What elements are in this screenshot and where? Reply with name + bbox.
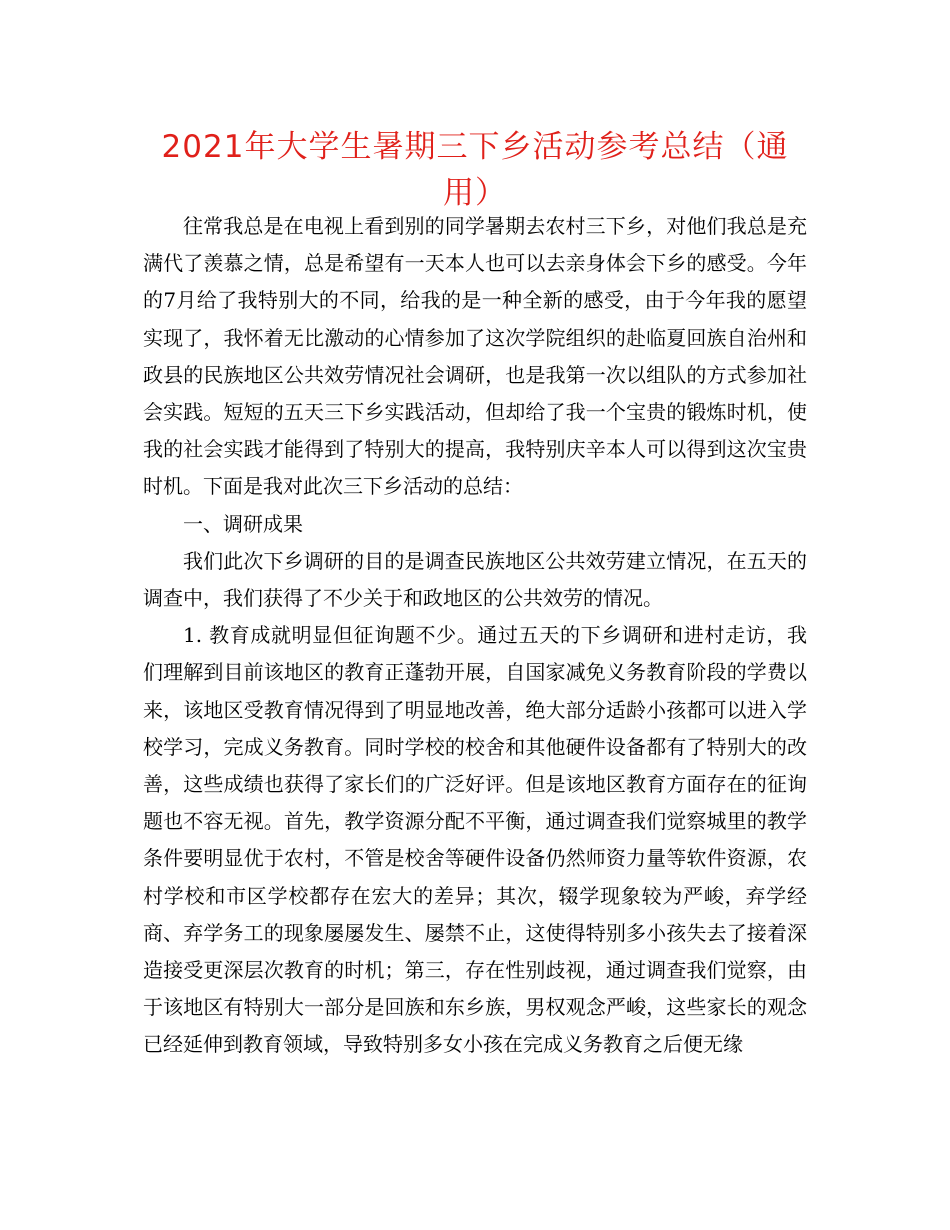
paragraph-education: 1. 教育成就明显但征询题不少。通过五天的下乡调研和进村走访，我们理解到目前该地区的教育正蓬勃开展，自国家减免义务教育阶段的学费以来，该地区受教育情况得到了明显地改善，绝大部分适龄小孩都可以进入学校学习，完成义务教育。同时学校的校舍和其他硬件设备都有了特别大的改善，这些成绩也获得了家长们的广泛好评。但是该地区教育方面存在的征询题也不容无视。首先，教学资源分配不平衡，通过调查我们觉察城里的教学条件要明显优于农村，不管是校舍等硬件设备仍然师资力量等软件资源，农村学校和市区学校都存在宏大的差异；其次，辍学现象较为严峻，弃学经商、弃学务工的现象屡屡发生、屡禁不止，这使得特别多小孩失去了接着深造接受更深层次教育的时机；第三，存在性别歧视，通过调查我们觉察，由于该地区有特别大一部分是回族和东乡族，男权观念严峻，这些家长的观念已经延伸到教育领域，导致特别多女小孩在完成义务教育之后便无缘 — [143, 623, 807, 1057]
paragraph-intro: 往常我总是在电视上看到别的同学暑期去农村三下乡，对他们我总是充满代了羡慕之情，总是希望有一天本人也可以去亲身体会下乡的感受。今年的7月给了我特别大的不同，给我的是一种全新的感受，由于今年我的愿望实现了，我怀着无比激动的心情参加了这次学院组织的赴临夏回族自治州和政县的民族地区公共效劳情况社会调研，也是我第一次以组队的方式参加社会实践。短短的五天三下乡实践活动，但却给了我一个宝贵的锻炼时机，使我的社会实践才能得到了特别大的提高，我特别庆辛本人可以得到这次宝贵时机。下面是我对此次三下乡活动的总结： — [143, 214, 807, 499]
document-title: 2021年大学生暑期三下乡活动参考总结（通用） — [161, 129, 789, 211]
section-heading: 一、调研成果 — [183, 511, 303, 536]
paragraph-purpose: 我们此次下乡调研的目的是调查民族地区公共效劳建立情况，在五天的调查中，我们获得了不少关于和政地区的公共效劳的情况。 — [143, 548, 807, 611]
document-body — [143, 208, 807, 1064]
